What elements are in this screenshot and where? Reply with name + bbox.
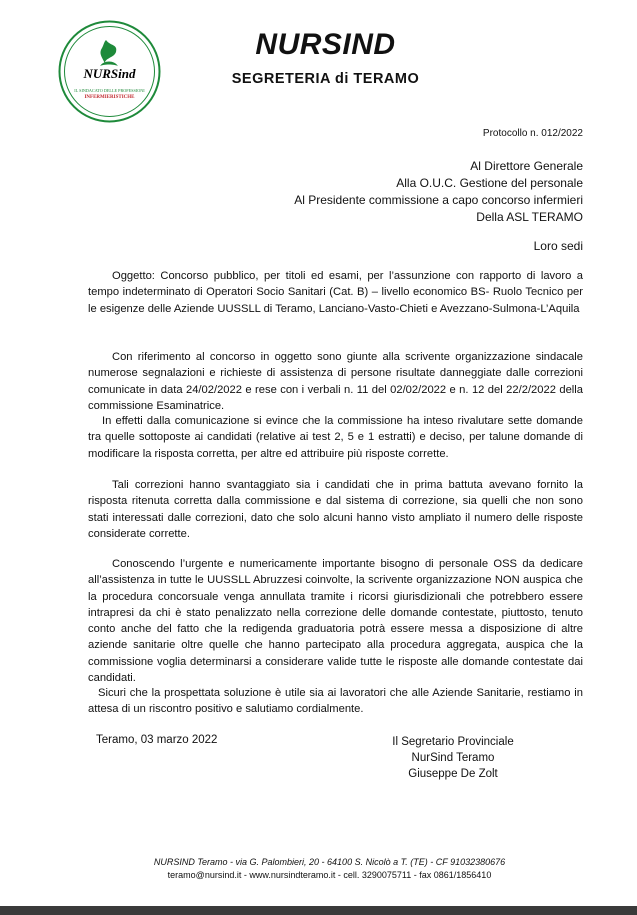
body-paragraph-5: Sicuri che la prospettata soluzione è utile sia ai lavoratori che alle Aziende Sanitarie, restiamo in attesa di un riscontro positivo e salutiamo cordialmente. <box>88 687 583 716</box>
organization-subtitle: SEGRETERIA di TERAMO <box>231 71 420 87</box>
subject-paragraph: Oggetto: Concorso pubblico, per titoli ed esami, per l’assunzione con rapporto di lavoro a tempo indeterminato di Operatori Socio Sanitari (Cat. B) – livello economico BS- Ruolo Tecnico per le esigenze delle Aziende UUSSLL di Teramo, Lanciano-Vasto-Chieti e Avezzano-Sulmona-L’Aquila <box>88 270 583 315</box>
recipients-block <box>294 158 583 226</box>
recipient-line: Al Direttore Generale <box>470 159 583 173</box>
footer-address: NURSIND Teramo - via G. Palombieri, 20 - 64100 S. Nicolò a T. (TE) - CF 91032380676 <box>153 857 506 867</box>
logo-tagline-2: INFERMIERISTICHE <box>84 95 135 100</box>
recipient-line: Della ASL TERAMO <box>476 210 583 224</box>
place-date: Teramo, 03 marzo 2022 <box>96 734 218 746</box>
organization-name: NURSIND <box>255 28 396 61</box>
footer <box>0 856 637 882</box>
body-paragraph-1: Con riferimento al concorso in oggetto sono giunte alla scrivente organizzazione sindacale numerose segnalazioni e richieste di assistenza di persone risultate danneggiate dalle correzioni comunicate in data 24/02/2022 e rese con i verbali n. 11 del 02/02/2022 e n. 12 del 22/2/2022 della commissione Esaminatrice. <box>88 351 583 412</box>
signature-role: Il Segretario Provinciale <box>392 736 514 748</box>
body-paragraph-3: Tali correzioni hanno svantaggiato sia i candidati che in prima battuta avevano fornito la risposta ritenuta corretta dalla commissione e dal sistema di correzione, sia quelli che non sono stati interessati dalle correzioni, dato che solo alcuni hanno visto ampliato il numero delle risposte considerate corrette. <box>88 479 583 540</box>
protocol-number: Protocollo n. 012/2022 <box>482 128 583 139</box>
bottom-bar <box>0 906 637 915</box>
recipient-line: Alla O.U.C. Gestione del personale <box>396 176 583 190</box>
signature-org: NurSind Teramo <box>411 752 495 764</box>
footer-contacts: teramo@nursind.it - www.nursindteramo.it - cell. 3290075711 - fax 0861/1856410 <box>167 870 492 880</box>
logo-wordmark: NURSind <box>83 66 136 81</box>
signature-block <box>368 734 538 782</box>
signature-name: Giuseppe De Zolt <box>408 768 498 780</box>
logo-tagline-1: IL SINDACATO DELLE PROFESSIONI <box>74 88 145 93</box>
body-paragraph-2: In effetti dalla comunicazione si evince che la commissione ha inteso rivalutare sette domande tra quelle sottoposte ai candidati (relative ai test 2, 5 e 1 estratti) e deciso, per talune domande di modificare la risposta corretta, per altre ed attribuire più risposte corrette. <box>88 415 583 460</box>
greeting: Loro sedi <box>533 239 583 253</box>
recipient-line: Al Presidente commissione a capo concorso infermieri <box>294 193 583 207</box>
body-paragraph-4: Conoscendo l’urgente e numericamente importante bisogno di personale OSS da dedicare all’assistenza in tutte le UUSSLL Abruzzesi coinvolte, la scrivente organizzazione NON auspica che la procedura concorsuale venga annullata tramite i ricorsi giurisdizionali che potrebbero essere intrapresi da chi è stato penalizzato nella correzione delle domande contestate, piuttosto, tenuto conto anche del fatto che la redigenda graduatoria potrà essere messa a disposizione di altre aziende sanitarie oltre quelle che hanno partecipato alla procedura aggregata, auspica che la commissione voglia determinarsi a considerare valide tutte le risposte alle domande contestate dai candidati. <box>88 558 583 685</box>
